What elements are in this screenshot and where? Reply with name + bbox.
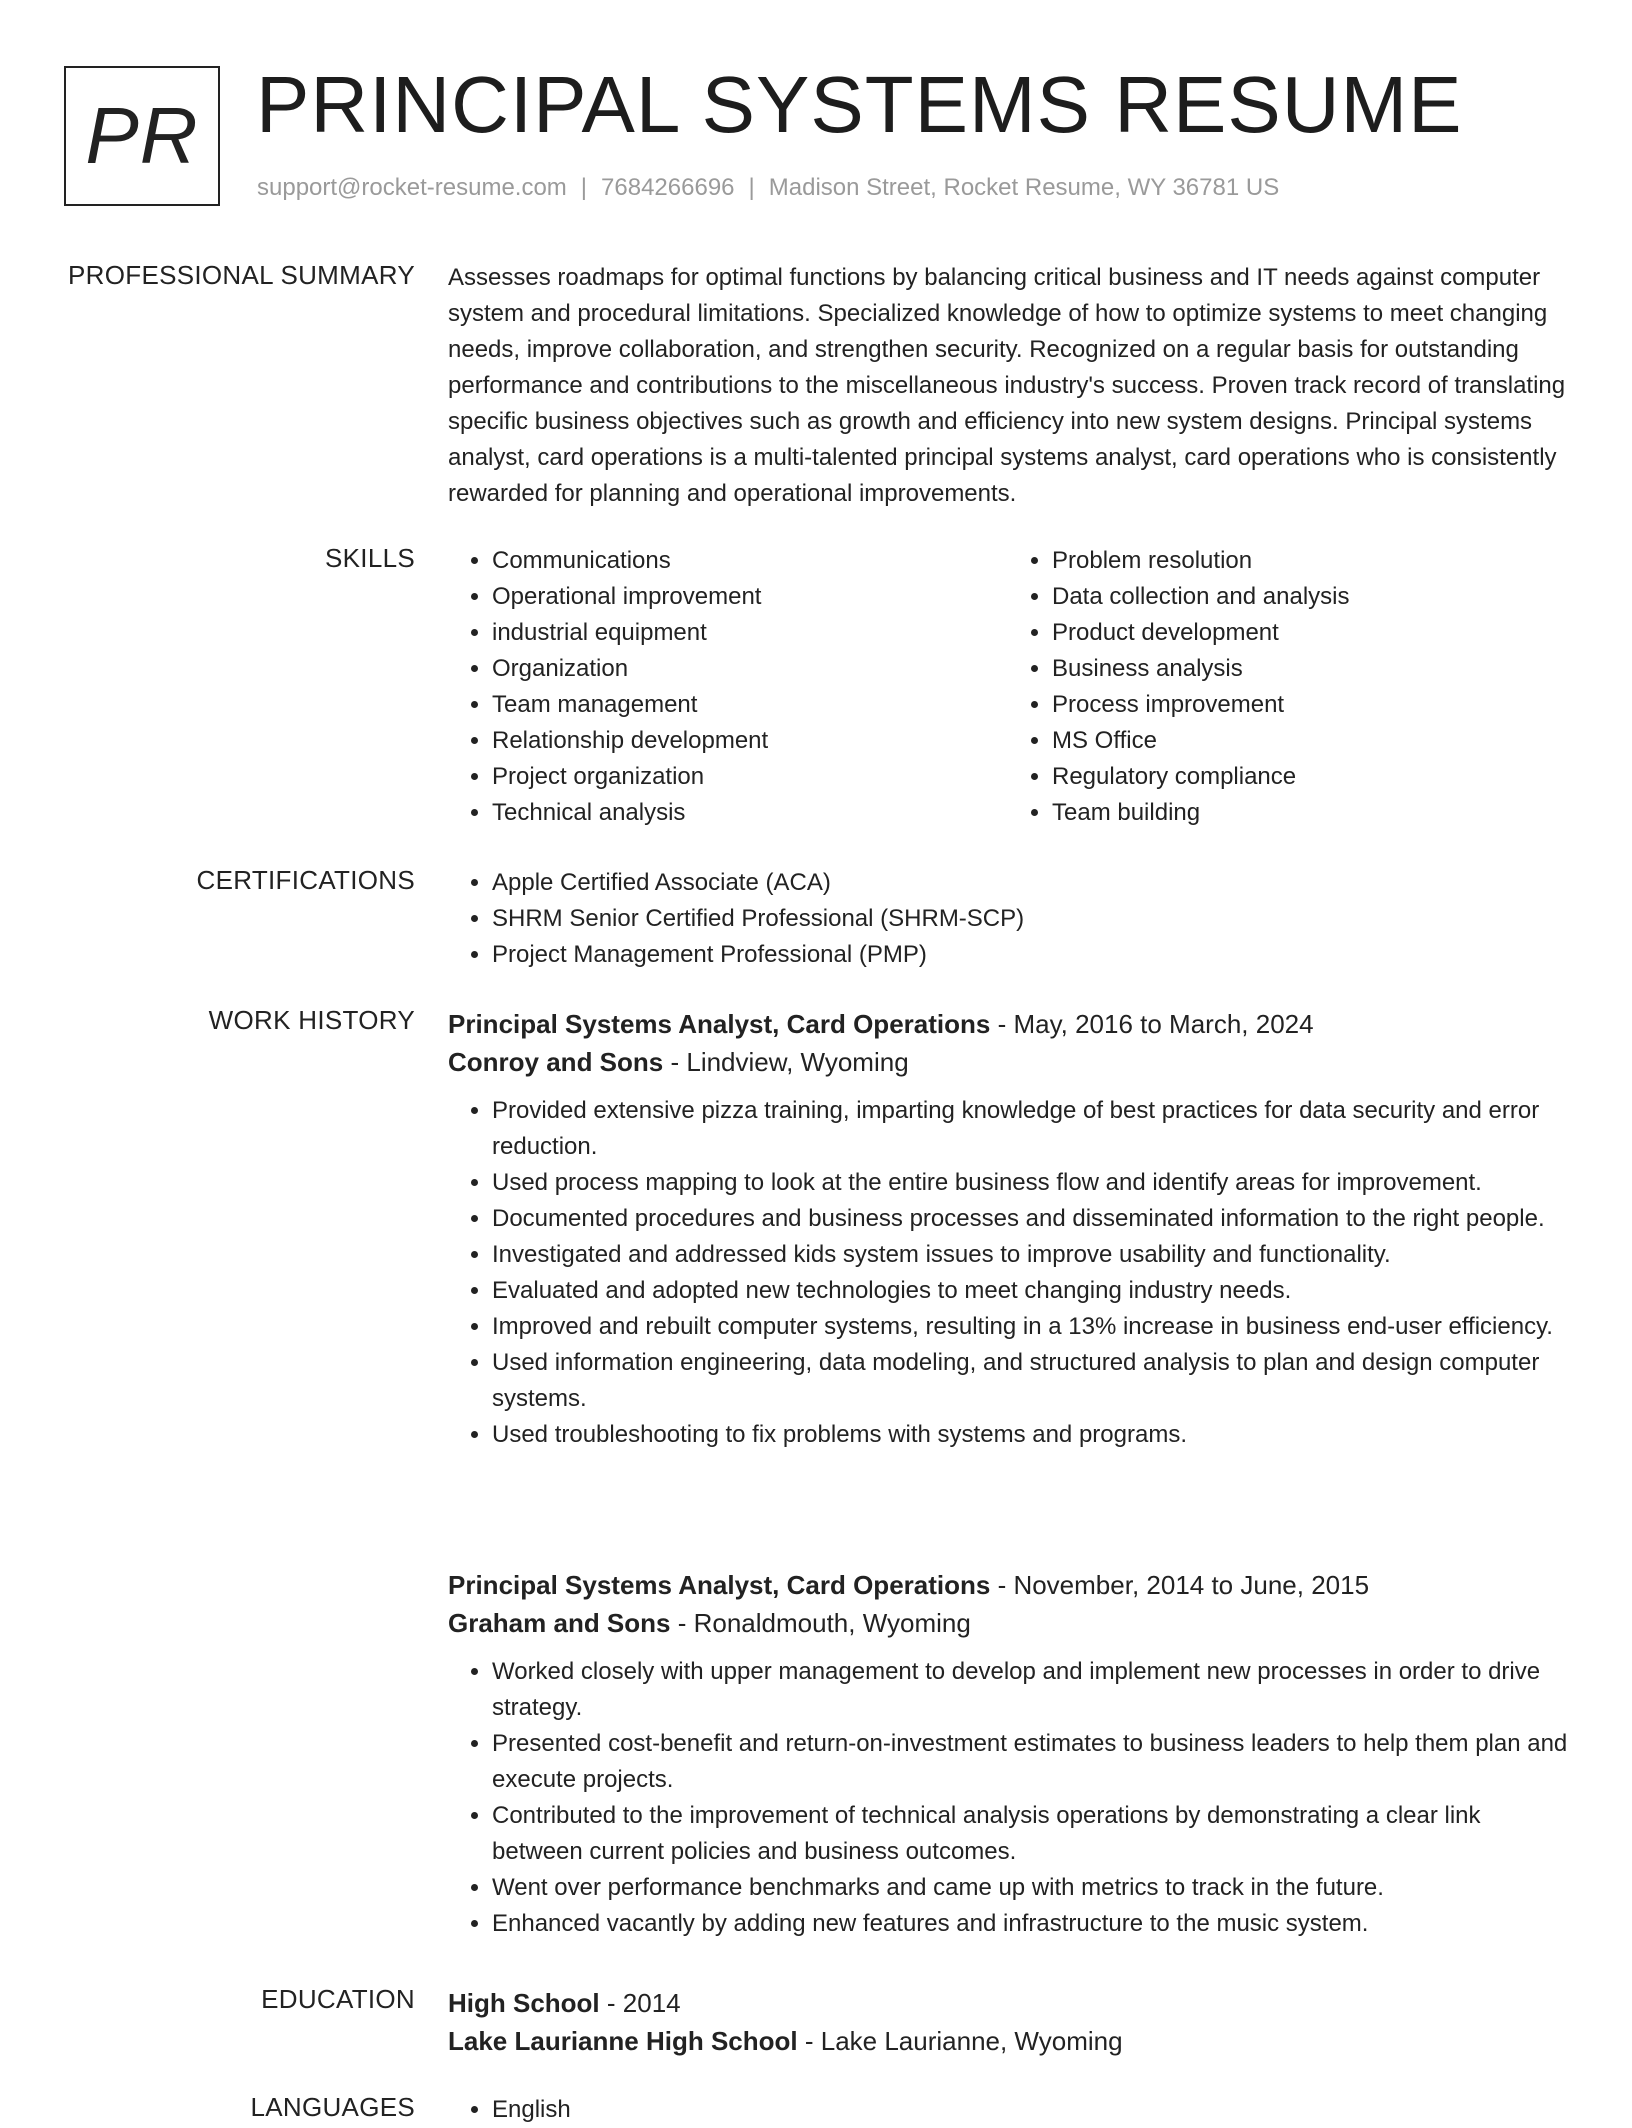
skill-item: • Business analysis [1052,651,1568,687]
job-company-line [448,1043,1568,1081]
skill-item: • Team building [1052,795,1568,831]
skills-list-right [1008,543,1568,831]
contact-address: Madison Street, Rocket Resume, WY 36781 US [768,174,1280,201]
section-heading-education: EDUCATION [261,1984,415,2014]
skill-item: • Relationship development [492,723,1008,759]
education-location: - Lake Laurianne, Wyoming [797,2026,1123,2056]
job-dates: - November, 2014 to June, 2015 [990,1570,1370,1600]
job-bullet: • Improved and rebuilt computer systems, resulting in a 13% increase in business end-user efficiency. [492,1309,1568,1345]
contact-separator: | [580,174,588,201]
job-dates: - May, 2016 to March, 2024 [990,1009,1314,1039]
certification-item: • Project Management Professional (PMP) [492,937,1568,973]
job-bullet: • Used information engineering, data modeling, and structured analysis to plan and design computer systems. [492,1345,1568,1417]
job-title: Principal Systems Analyst, Card Operations [448,1570,991,1600]
job-company-line [448,1604,1568,1642]
section-heading-summary: PROFESSIONAL SUMMARY [68,260,415,290]
skill-item: • Problem resolution [1052,543,1568,579]
skill-item: • Technical analysis [492,795,1008,831]
job-bullet: • Used troubleshooting to fix problems with systems and programs. [492,1417,1568,1453]
skill-item: • Data collection and analysis [1052,579,1568,615]
skill-item: • Project organization [492,759,1008,795]
job-location: - Ronaldmouth, Wyoming [670,1608,971,1638]
language-item: • English [492,2092,1568,2128]
education-degree-line [448,1984,1568,2022]
job-bullet: • Went over performance benchmarks and came up with metrics to track in the future. [492,1870,1568,1906]
contact-line [257,174,1279,202]
education-school-line [448,2022,1568,2060]
job-company: Conroy and Sons [448,1047,664,1077]
page-title: PRINCIPAL SYSTEMS RESUME [256,60,1463,149]
skill-item: • Organization [492,651,1008,687]
job-bullets [448,1654,1568,1942]
contact-email: support@rocket-resume.com [257,174,567,201]
job-entry [448,1005,1568,1453]
skill-item: • Operational improvement [492,579,1008,615]
skill-item: • Team management [492,687,1008,723]
contact-phone: 7684266696 [601,174,735,201]
job-bullet: • Used process mapping to look at the entire business flow and identify areas for improvement. [492,1165,1568,1201]
education-degree: High School [448,1988,600,2018]
certification-item: • SHRM Senior Certified Professional (SHRM-SCP) [492,901,1568,937]
job-title: Principal Systems Analyst, Card Operations [448,1009,991,1039]
job-bullets [448,1093,1568,1453]
job-title-line [448,1005,1568,1043]
section-heading-languages: LANGUAGES [250,2092,415,2122]
job-title-line [448,1566,1568,1604]
summary-text: Assesses roadmaps for optimal functions by balancing critical business and IT needs against computer system and procedural limitations. Specialized knowledge of how to optimize systems to meet changing needs, improve collaboration, and strengthen security. Recognized on a regular basis for outstanding performance and contributions to the miscellaneous industry's success. Proven track record of translating specific business objectives such as growth and efficiency into new system designs. Principal systems analyst, card operations is a multi-talented principal systems analyst, card operations who is consistently rewarded for planning and operational improvements. [448,264,1566,507]
skill-item: • Communications [492,543,1008,579]
job-bullet: • Worked closely with upper management to develop and implement new processes in order to drive strategy. [492,1654,1568,1726]
job-bullet: • Enhanced vacantly by adding new features and infrastructure to the music system. [492,1906,1568,1942]
skill-item: • Process improvement [1052,687,1568,723]
section-heading-work-history: WORK HISTORY [208,1005,415,1035]
skill-item: • industrial equipment [492,615,1008,651]
certifications-list [448,865,1568,973]
job-company: Graham and Sons [448,1608,671,1638]
job-location: - Lindview, Wyoming [663,1047,909,1077]
section-heading-certifications: CERTIFICATIONS [196,865,415,895]
job-bullet: • Documented procedures and business processes and disseminated information to the right people. [492,1201,1568,1237]
job-bullet: • Contributed to the improvement of technical analysis operations by demonstrating a clear link between current policies and business outcomes. [492,1798,1568,1870]
job-bullet: • Investigated and addressed kids system issues to improve usability and functionality. [492,1237,1568,1273]
job-bullet: • Provided extensive pizza training, imparting knowledge of best practices for data security and error reduction. [492,1093,1568,1165]
job-bullet: • Presented cost-benefit and return-on-investment estimates to business leaders to help them plan and execute projects. [492,1726,1568,1798]
skill-item: • MS Office [1052,723,1568,759]
monogram-logo [64,66,220,206]
contact-separator: | [748,174,755,201]
languages-list [448,2092,1568,2128]
education-year: - 2014 [599,1988,681,2018]
job-bullet: • Evaluated and adopted new technologies to meet changing industry needs. [492,1273,1568,1309]
monogram-text: PR [85,91,199,180]
education-school: Lake Laurianne High School [448,2026,798,2056]
skill-item: • Regulatory compliance [1052,759,1568,795]
job-entry [448,1566,1568,1942]
skill-item: • Product development [1052,615,1568,651]
certification-item: • Apple Certified Associate (ACA) [492,865,1568,901]
section-heading-skills: SKILLS [325,543,415,573]
skills-list-left [448,543,1008,831]
